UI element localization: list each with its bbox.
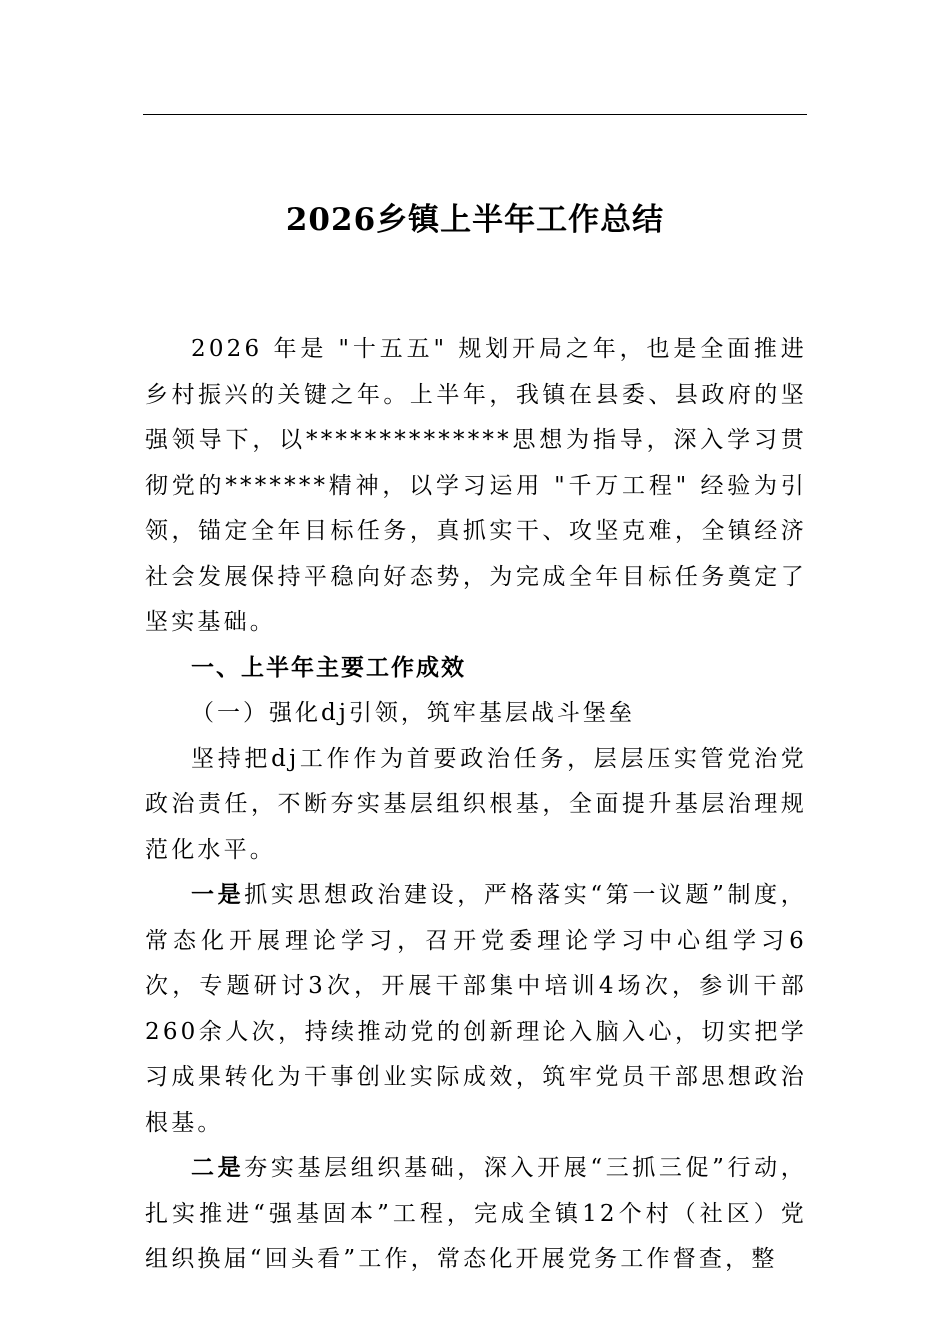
- document-body: [145, 327, 807, 1283]
- subsection-heading: （一）强化dj引领，筑牢基层战斗堡垒: [191, 700, 635, 726]
- point-one-paragraph: [145, 873, 807, 1146]
- point-two-text: 夯实基层组织基础，深入开展“三抓三促”行动，扎实推进“强基固本”工程，完成全镇12个村（社区）党组织换届“回头看”工作，常态化开展党务工作督查，整: [145, 1155, 807, 1272]
- header-rule: [143, 114, 807, 115]
- subsection-intro-paragraph: 坚持把dj工作作为首要政治任务，层层压实管党治党政治责任，不断夯实基层组织根基，全面提升基层治理规范化水平。: [145, 745, 807, 863]
- section-heading: 一、上半年主要工作成效: [191, 654, 466, 681]
- point-two-paragraph: [145, 1146, 807, 1283]
- point-two-lead: 二是: [191, 1155, 245, 1181]
- point-one-lead: 一是: [191, 882, 245, 908]
- point-one-text: 抓实思想政治建设，严格落实“第一议题”制度，常态化开展理论学习，召开党委理论学习中心组学习6次，专题研讨3次，开展干部集中培训4场次，参训干部260余人次，持续推动党的创新理论入脑入心，切实把学习成果转化为干事创业实际成效，筑牢党员干部思想政治根基。: [145, 882, 807, 1136]
- document-title: 2026乡镇上半年工作总结: [285, 202, 665, 238]
- intro-paragraph: 2026 年是 "十五五" 规划开局之年，也是全面推进乡村振兴的关键之年。上半年，我镇在县委、县政府的坚强领导下，以**************思想为指导，深入学习贯彻党的*******精神，以学习运用 "千万工程" 经验为引领，锚定全年目标任务，真抓实干、攻坚克难，全镇经济社会发展保持平稳向好态势，为完成全年目标任务奠定了坚实基础。: [145, 336, 807, 635]
